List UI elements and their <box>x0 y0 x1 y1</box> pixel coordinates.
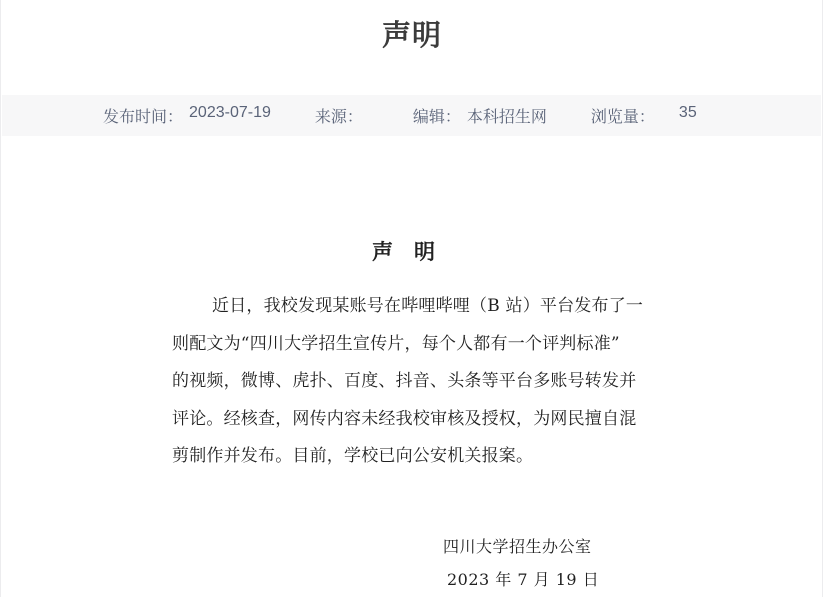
statement-document <box>0 136 824 597</box>
statement-paragraph <box>172 288 644 476</box>
article-meta-bar <box>2 95 821 136</box>
publish-time-value: 2023-07-19 <box>189 104 271 121</box>
paragraph-line: 剪制作并发布。目前，学校已向公安机关报案。 <box>172 446 534 467</box>
editor-label: 编辑： <box>412 109 461 126</box>
article-header <box>0 0 824 95</box>
paragraph-line: 评论。经核查，网传内容未经我校审核及授权，为网民擅自混 <box>172 408 637 429</box>
source-label: 来源： <box>314 109 363 126</box>
paragraph-line: 则配文为“四川大学招生宣传片，每个人都有一个评判标准” <box>172 333 620 354</box>
views-value: 35 <box>678 104 697 121</box>
signature-date: 2023 年 7 月 19 日 <box>447 570 600 589</box>
meta-source <box>315 104 369 127</box>
meta-editor <box>413 104 547 127</box>
meta-publish-time <box>103 104 271 127</box>
paragraph-line: 的视频，微博、虎扑、百度、抖音、头条等平台多账号转发并 <box>172 371 637 392</box>
signature: 四川大学招生办公室 <box>443 537 592 556</box>
publish-time-label: 发布时间： <box>103 109 184 126</box>
views-label: 浏览量： <box>590 109 655 126</box>
meta-views <box>591 104 697 127</box>
document-title: 声 明 <box>372 239 435 264</box>
paragraph-line: 近日，我校发现某账号在哔哩哔哩（B 站）平台发布了一 <box>212 296 644 316</box>
editor-value: 本科招生网 <box>466 109 547 126</box>
page-title: 声明 <box>381 20 442 52</box>
